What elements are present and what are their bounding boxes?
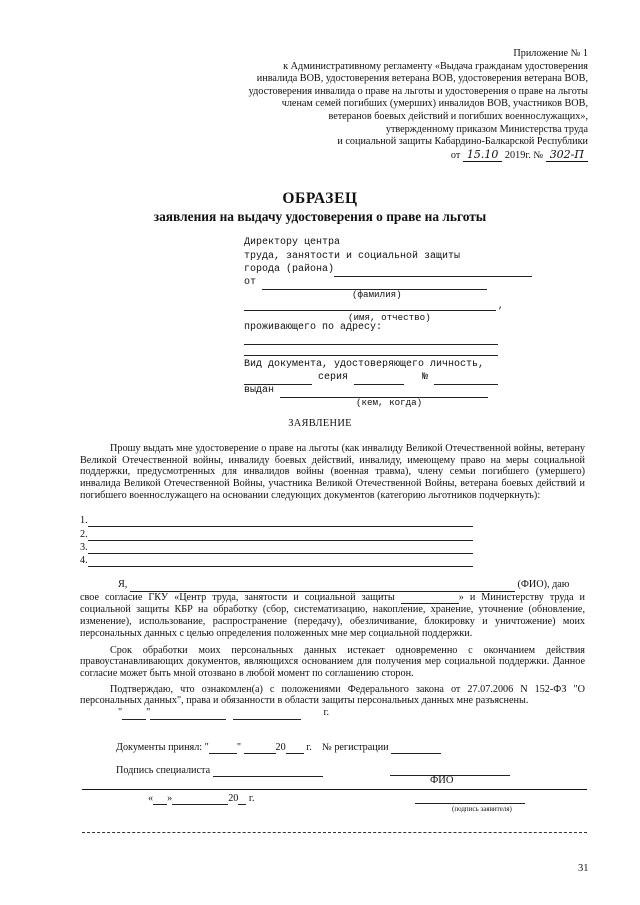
consent-block — [80, 579, 585, 720]
surname-caption: (фамилия) — [352, 289, 402, 300]
consent-date-line: " " г. — [118, 707, 330, 719]
address-field-1[interactable] — [244, 344, 498, 345]
divider-line — [82, 789, 587, 790]
consent-signature-field[interactable] — [233, 707, 301, 720]
document-line-2: 2. — [80, 529, 473, 541]
document-line-1: 1. — [80, 515, 473, 527]
request-paragraph — [80, 443, 585, 502]
registration-number-field[interactable] — [391, 742, 441, 754]
series-field[interactable] — [354, 372, 404, 385]
appendix-line: членам семей погибших (умерших) инвалидов ВОВ, участников ВОВ, — [281, 98, 588, 110]
addressee-from: от — [244, 277, 487, 290]
doc-number-field[interactable] — [434, 372, 498, 385]
request-text: Прошу выдать мне удостоверение о праве на льготы (как инвалиду Великой Отечественной войны, ветерану Великой Отечественной войны, инвалиду боевых действий, инвалиду, имеющему право на меры социальной поддержки, предусмотренных для инвалидов войны (военная травма), члену семьи погибшего (умершего) инвалида Великой Отечественной Войны, участника Великой Отечественной Войны, ветерана боевых действий и погибшего военнослужащего на основании следующих документов (категорию льготников подчеркнуть): — [80, 443, 585, 501]
appendix-line: к Административному регламенту «Выдача гражданам удостоверения — [283, 60, 588, 72]
address-label: проживающего по адресу: — [244, 322, 383, 333]
document-line-4: 4. — [80, 555, 473, 567]
application-heading: ЗАЯВЛЕНИЕ — [288, 418, 352, 429]
appendix-date-line: от 15.10 2019г. № 302-П — [249, 149, 588, 163]
applicant-day-field[interactable] — [153, 793, 167, 805]
appendix-header — [249, 48, 588, 162]
applicant-signature-caption: (подпись заявителя) — [452, 805, 512, 813]
applicant-year-field[interactable] — [238, 793, 246, 805]
applicant-signature-field[interactable] — [415, 803, 525, 804]
doc-type-field[interactable] — [244, 372, 312, 385]
addressee-line-1: Директору центра — [244, 237, 341, 248]
accepted-month-field[interactable] — [244, 742, 276, 754]
document-field-2[interactable] — [88, 529, 473, 541]
appendix-line: инвалида ВОВ, удостоверения ветерана ВОВ, удостоверения ветерана ВОВ, — [256, 73, 588, 85]
specialist-signature-line: Подпись специалиста — [116, 765, 323, 777]
name-caption: (имя, отчество) — [348, 312, 431, 323]
comma: , — [498, 300, 504, 311]
document-field-4[interactable] — [88, 555, 473, 567]
fio-caption: ФИО — [430, 775, 454, 786]
appendix-line: утвержденному приказом Министерства труда — [385, 123, 588, 135]
consent-month-field[interactable] — [150, 707, 226, 720]
name-field[interactable] — [244, 310, 496, 311]
document-line-3: 3. — [80, 542, 473, 554]
consent-paragraph-2: Срок обработки моих персональных данных истекает одновременно с окончанием действия правоустанавливающих документов, являющихся основанием для получения мер социальной поддержки. Данное согласие может быть мной отозвано в любой момент по соглашению сторон. — [80, 644, 585, 679]
appendix-line: удостоверения инвалида о праве на льготы и удостоверения о праве на льготы — [248, 85, 588, 97]
cut-line — [82, 832, 587, 833]
document-field-3[interactable] — [88, 542, 473, 554]
addressee-line-2: труда, занятости и социальной защиты — [244, 251, 461, 262]
page-number: 31 — [578, 863, 589, 874]
appendix-line: Приложение № 1 — [513, 48, 588, 59]
center-name-field[interactable] — [401, 592, 459, 605]
handwritten-date: 15.10 — [463, 148, 503, 162]
consent-name-line: Я, (ФИО), даю — [118, 579, 570, 590]
id-doc-label: Вид документа, удостоверяющего личность, — [244, 359, 485, 370]
docs-accepted-line: Документы принял: " " 20 г. № регистрации — [116, 742, 441, 754]
handwritten-order-number: 302-П — [546, 148, 588, 162]
applicant-date-line: « » 20 г. — [148, 793, 255, 804]
specialist-signature-field[interactable] — [213, 765, 323, 777]
id-doc-series-line: серия № — [244, 372, 498, 385]
document-field-1[interactable] — [88, 515, 473, 527]
addressee-line-3: города (района) — [244, 264, 532, 277]
document-subtitle: заявления на выдачу удостоверения о праве на льготы — [153, 209, 487, 224]
address-field-2[interactable] — [244, 355, 498, 356]
appendix-line: ветеранов боевых действий и погибших военнослужащих», — [328, 110, 588, 122]
consent-day-field[interactable] — [122, 707, 146, 720]
fio-field[interactable] — [130, 579, 515, 592]
applicant-month-field[interactable] — [172, 793, 228, 805]
consent-paragraph-3: Подтверждаю, что ознакомлен(а) с положениями Федерального закона от 27.07.2006 N 152-ФЗ "О персональных данных", права и обязанности в области защиты персональных данных мне разъяснены. — [80, 683, 585, 707]
document-title: ОБРАЗЕЦ — [282, 190, 358, 207]
accepted-year-field[interactable] — [286, 742, 304, 754]
appendix-line: и социальной защиты Кабардино-Балкарской Республики — [337, 136, 588, 148]
issued-caption: (кем, когда) — [356, 397, 423, 408]
accepted-day-field[interactable] — [209, 742, 237, 754]
district-field[interactable] — [334, 264, 532, 277]
consent-paragraph-1: свое согласие ГКУ «Центр труда, занятости и социальной защиты » и Министерству труда и социальной защиты КБР на обработку (сбор, систематизацию, накопление, хранение, уточнение (обновление, изменение), использование, распространение (передачу), обезличивание, блокировку и уничтожение) моих персональных данных с целью определения положенных мне мер социальной поддержки. — [80, 591, 585, 639]
issued-line: выдан — [244, 385, 488, 398]
